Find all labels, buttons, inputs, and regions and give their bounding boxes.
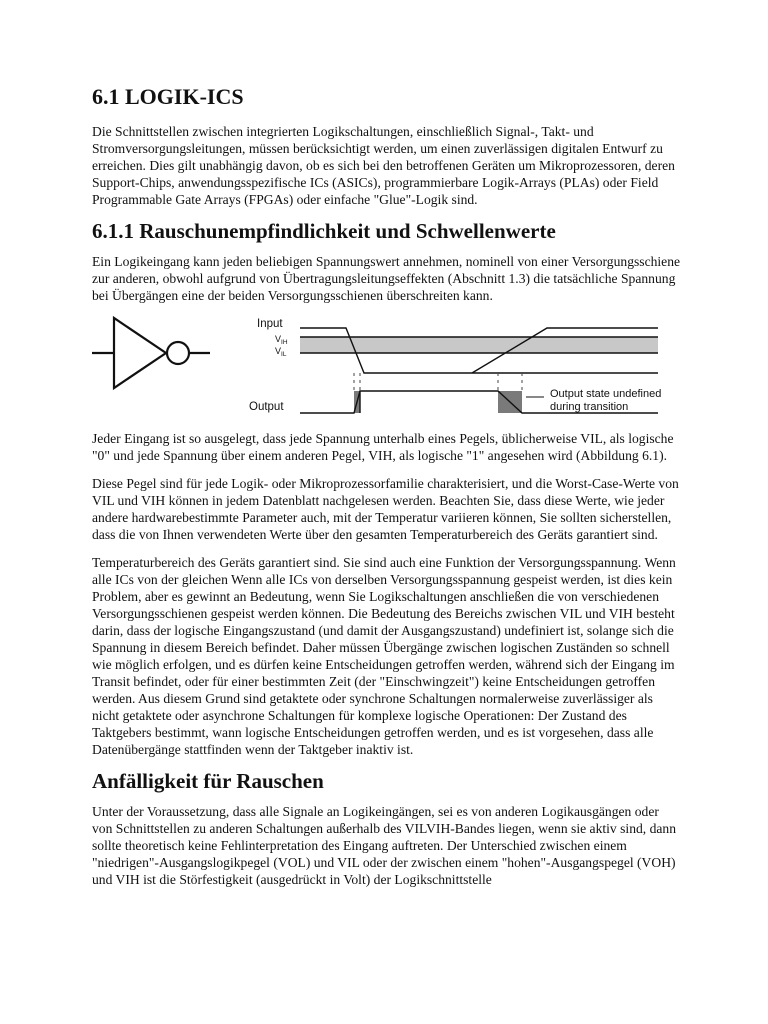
transition-markers (354, 373, 522, 390)
inverter-gate-icon (92, 318, 210, 388)
vil-label: $V_{IL}$ (275, 346, 287, 358)
noise-paragraph-1: Unter der Voraussetzung, dass alle Signale an Logikeingängen, sei es von anderen Logikausgängen oder von Schnittstellen zu anderen Schaltungen außerhalb des VILVIH-Bandes liegen, wenn sie aktiv sind, dann sollte theoretisch keine Fehlinterpretation des Eingang auftreten. Der Unterschied zwischen einem "niedrigen"-Ausgangslogikpegel (VOL) und VIL oder der zwischen einem "hohen"-Ausgangspegel (VOH) und VIH ist die Störfestigkeit (ausgedrückt in Volt) der Logikschnittstelle (92, 804, 677, 887)
threshold-paragraph-4: Temperaturbereich des Geräts garantiert sind. Sie sind auch eine Funktion der Versorgungsspannung. Wenn alle ICs von der gleichen Wenn alle ICs von derselben Versorgungsspannung gespeist werden, ist dies kein Problem, aber es gewinnt an Bedeutung, wenn Sie Logikschaltungen anschließen die von verschiedenen Versorgungsschienen gespeist werden können. Die Bedeutung des Bereichs zwischen VIL und VIH besteht darin, dass der logische Eingangszustand (und damit der Ausgangszustand) undefiniert ist, solange sich die Spannung in diesem Bereich befindet. Daher müssen Übergänge zwischen logischen Zuständen so schnell wie möglich erfolgen, und es dürfen keine Entscheidungen getroffen werden, während sich der Eingang im Transit befindet, oder für einer bestimmten Zeit (der "Einschwingzeit") keine Entscheidungen getroffen werden. Aus diesem Grund sind getaktete oder synchrone Schaltungen normalerweise zuverlässiger als nicht getaktete oder asynchrone Schaltungen für komplexe logische Operationen: Der Zustand des Taktgebers bestimmt, wann logische Entscheidungen getroffen werden, und es ist vorgesehen, dass alle Datenübergänge stattfinden wenn der Taktgeber inaktiv ist. (92, 555, 676, 757)
vih-vil-band (300, 337, 658, 353)
subsection-title: 6.1.1 Rauschunempfindlichkeit und Schwellenwerte (92, 219, 556, 243)
input-label: Input (257, 318, 283, 330)
vih-label: $V_{IH}$ (275, 334, 288, 346)
threshold-paragraph-1: Ein Logikeingang kann jeden beliebigen Spannungswert annehmen, nominell von einer Versorgungsschiene zur anderen, obwohl aufgrund von Übertragungsleitungseffekten (Abschnitt 1.3) die tatsächliche Spannung bei Übergängen eine der beiden Versorgungsschienen überschreiten kann. (92, 254, 681, 303)
logic-threshold-diagram (92, 315, 682, 425)
noise-section-title: Anfälligkeit für Rauschen (92, 769, 324, 793)
threshold-paragraph-2: Jeder Eingang ist so ausgelegt, dass jede Spannung unterhalb eines Pegels, üblicherweise VIL, als logische "0" und jede Spannung über einem anderen Pegel, VIH, als logische "1" angesehen wird (Abbildung 6.1). (92, 431, 674, 463)
section-intro-paragraph: Die Schnittstellen zwischen integrierten Logikschaltungen, einschließlich Signal-, Takt- und Stromversorgungsleitungen, müssen berücksichtigt werden, um einen zuverlässigen digitalen Entwurf zu erreichen. Dies gilt unabhängig davon, ob es sich bei den betroffenen Geräten um Mikroprozessoren, deren Support-Chips, anwendungsspezifische ICs (ASICs), programmierbare Logik-Arrays (PLAs) oder Field Programmable Gate Arrays (FPGAs) oder einfache "Glue"-Logik sind. (92, 124, 675, 207)
undefined-note-line2: during transition (550, 401, 629, 413)
threshold-paragraph-3: Diese Pegel sind für jede Logik- oder Mikroprozessorfamilie charakterisiert, und die Worst-Case-Werte von VIL und VIH können in jedem Datenblatt nachgelesen werden. Beachten Sie, dass diese Werte, wie jeder andere hardwarebestimmte Parameter auch, mit der Temperatur variieren können, Sie sollten sicherstellen, dass die von Ihnen verwendeten Werte über den gesamten Temperaturbereich des Geräts garantiert sind. (92, 476, 679, 542)
figure-6-1 (92, 315, 682, 425)
undefined-note-line1: Output state undefined (550, 388, 662, 400)
document-content (92, 84, 682, 899)
section-title: 6.1 LOGIK-ICS (92, 84, 244, 109)
output-label: Output (249, 401, 284, 413)
